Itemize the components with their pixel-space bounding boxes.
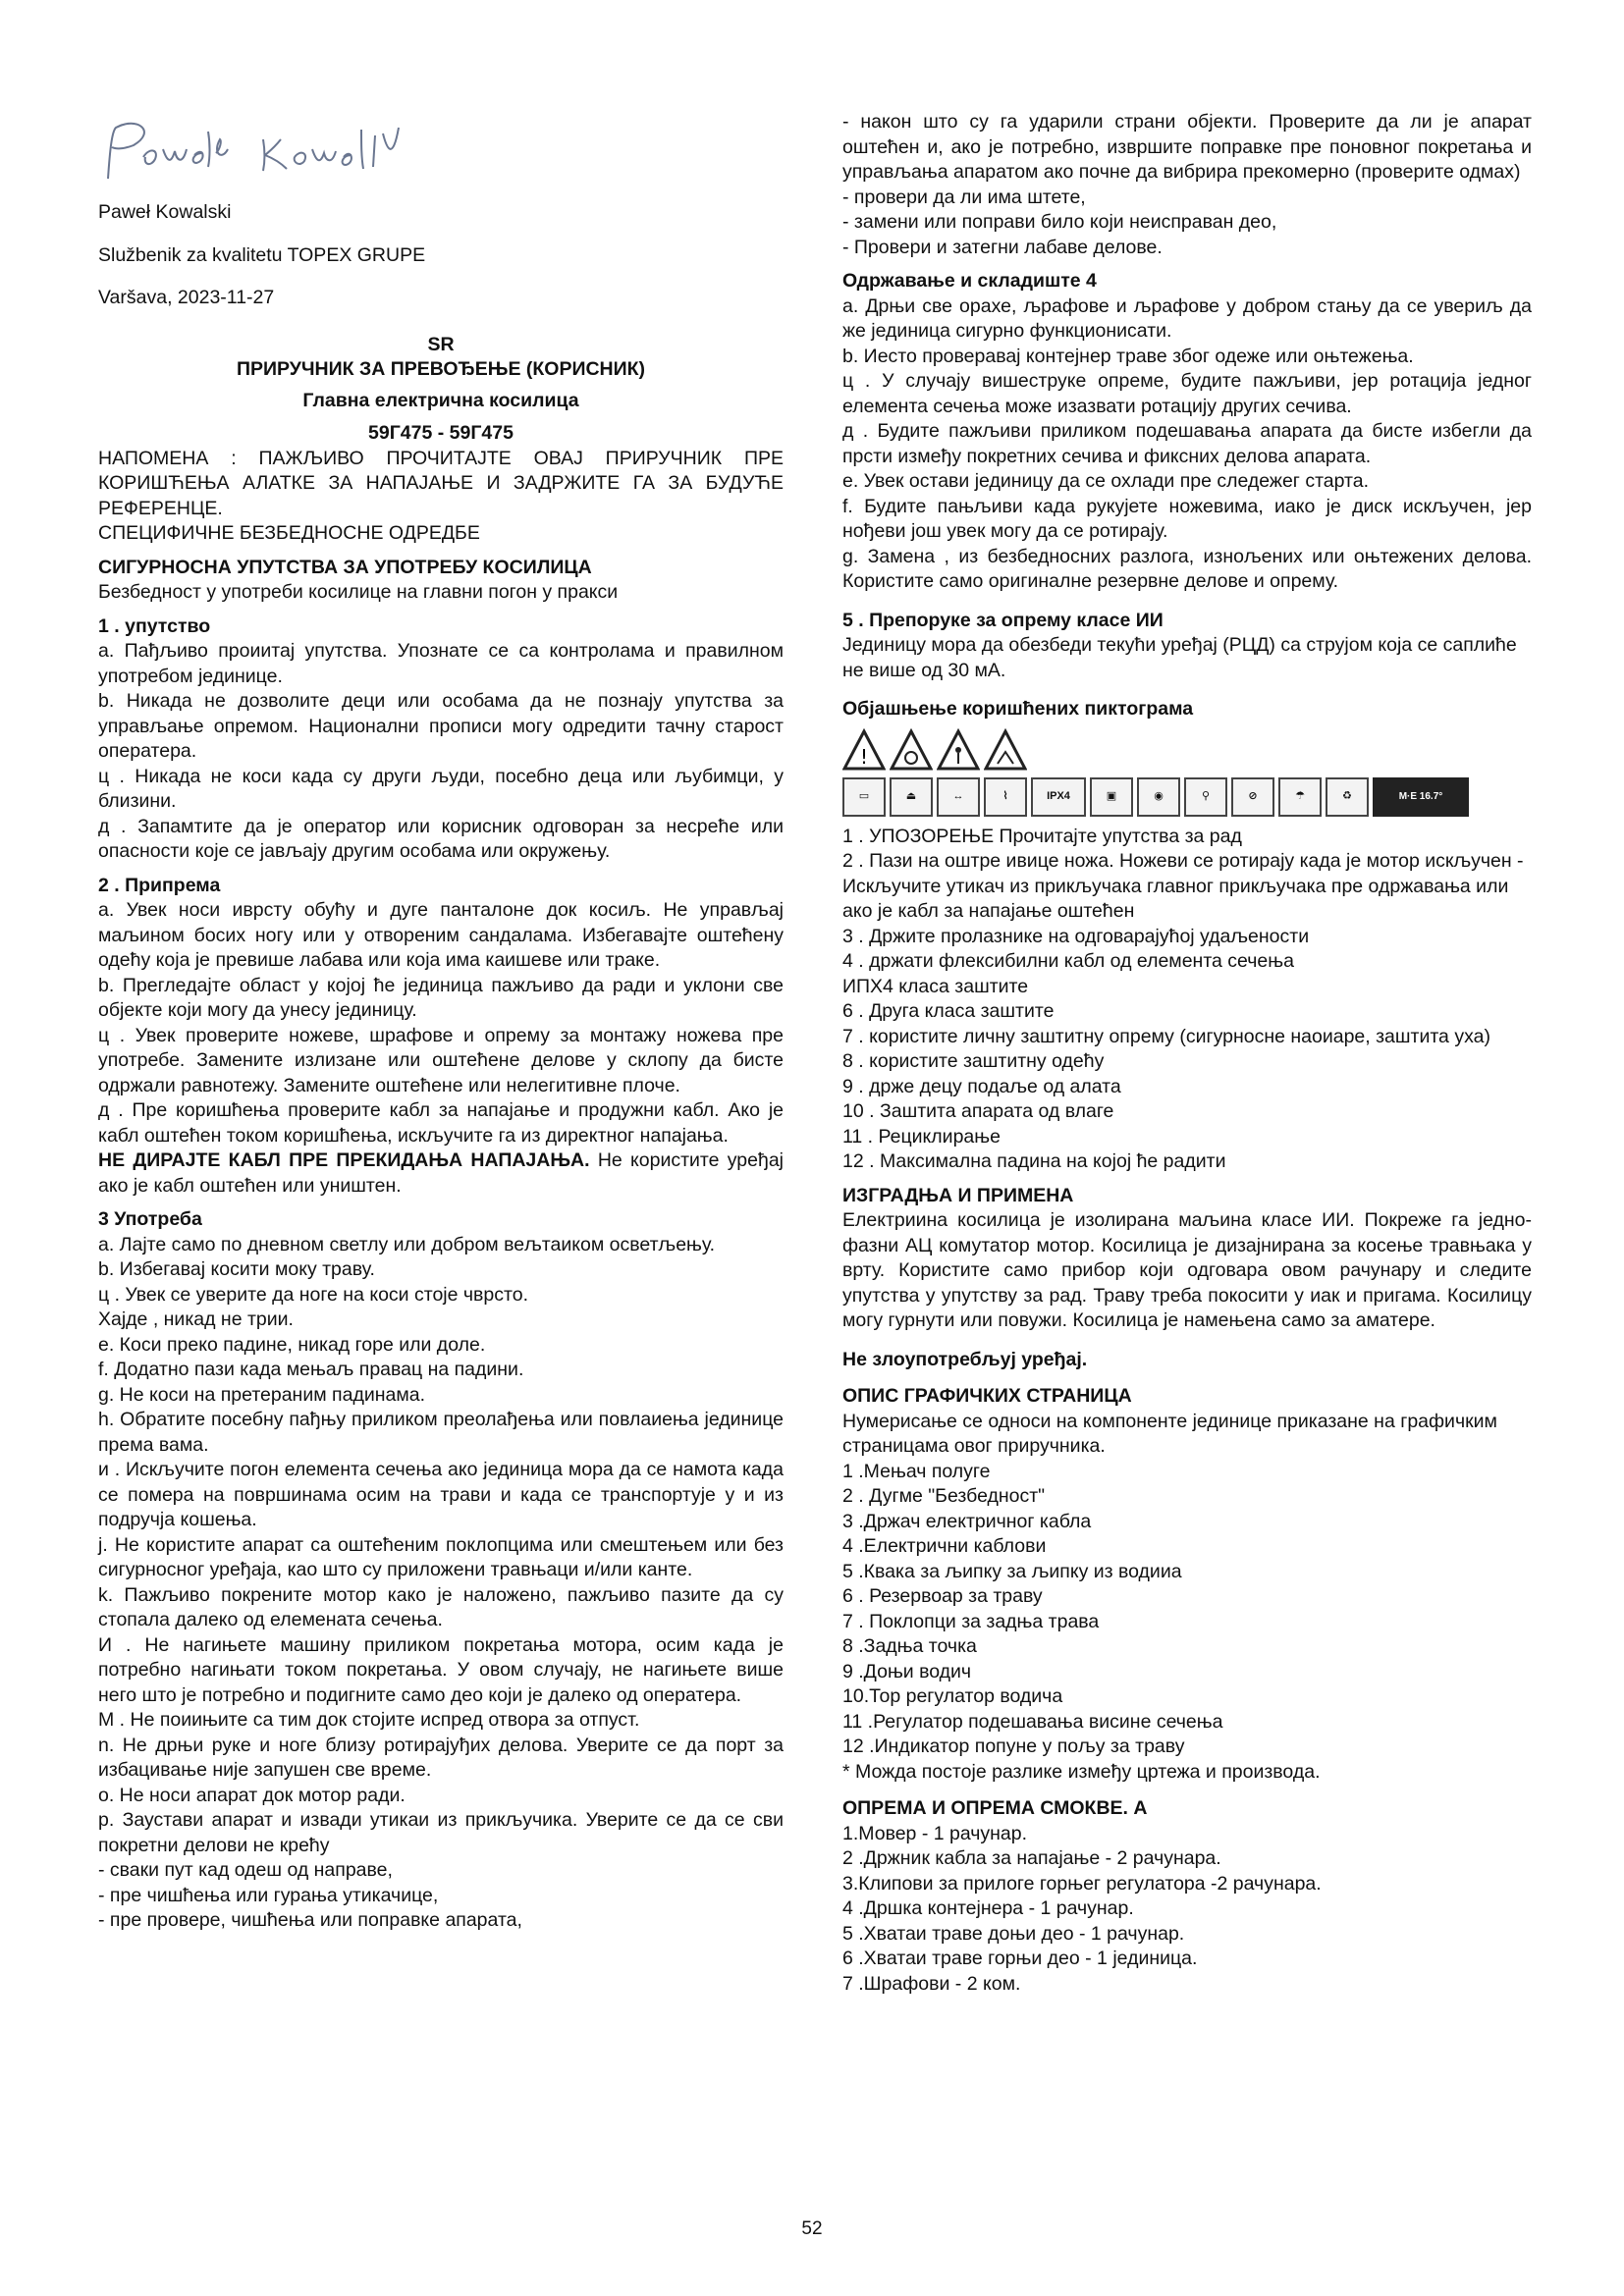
section-4-title: Одржавање и складиште 4 <box>842 270 1097 292</box>
cable-warning-bold: НЕ ДИРАЈТЕ КАБЛ ПРЕ ПРЕКИДАЊА НАПАЈАЊА. <box>98 1149 590 1171</box>
section-2-b: b. Прегледајте област у којој ће јединица пажљиво да ради и уклони све објекте који могу да унесу јединицу. <box>98 974 784 1021</box>
list-item: а. Дрњи све орахе, љрафове и љрафове у добром стању да се увериљ да же јединица сигурно функционисати. <box>842 294 1532 342</box>
list-item: h. Обратите посебну пађњу приликом преолађења или повлаиења јединице према вама. <box>98 1409 784 1456</box>
place-date: Varšava, 2023-11-27 <box>98 287 275 308</box>
recycling-icon: ♻ <box>1326 777 1369 817</box>
list-item: 1.Мовер - 1 рачунар. <box>842 1822 1028 1844</box>
section-3-list <box>98 1233 784 1934</box>
section-3-title: 3 Употреба <box>98 1208 202 1230</box>
pictogram-row-bottom <box>842 777 1532 817</box>
list-item: 4 .Дршка контејнера - 1 рачунар. <box>842 1897 1134 1919</box>
list-item: g. Замена , из безбедносних разлога, изнољених или оњтежених делова. Користите само оригиналне резервне делове и опрему. <box>842 545 1532 592</box>
signer-name: Paweł Kowalski <box>98 201 232 223</box>
section-2-warning <box>98 1148 784 1199</box>
list-item: 4 .Електрични каблови <box>842 1535 1047 1557</box>
specific-rules: СПЕЦИФИЧНЕ БЕЗБЕДНОСНЕ ОДРЕДБЕ <box>98 522 480 544</box>
list-item: - Провери и затегни лабаве делове. <box>842 236 1163 258</box>
list-item: 12 . Максимална падина на којој ће радити <box>842 1150 1226 1172</box>
list-item: 10.Тор регулатор водича <box>842 1685 1063 1707</box>
pictogram-legend-list <box>842 825 1532 1175</box>
children-away-icon: ⊘ <box>1231 777 1274 817</box>
list-item: g. Не коси на претераним падинама. <box>98 1383 426 1406</box>
blade-hazard-icon <box>890 728 933 772</box>
list-item: ИПХ4 класа заштите <box>842 975 1029 997</box>
manual-title: ПРИРУЧНИК ЗА ПРЕВОЂЕЊЕ (КОРИСНИК) <box>236 358 646 380</box>
distance-icon: ↔ <box>937 777 980 817</box>
page-number: 52 <box>801 2218 823 2239</box>
section-4-list <box>842 294 1532 595</box>
construction-title: ИЗГРАДЊА И ПРИМЕНА <box>842 1184 1074 1206</box>
goggles-ear-icon: ◉ <box>1137 777 1180 817</box>
list-item: 7 . користите личну заштитну опрему (сигурносне наоиаре, заштита уха) <box>842 1025 1490 1047</box>
list-item: 3.Клипови за прилоге горњег регулатора -2 рачунара. <box>842 1872 1322 1895</box>
list-item: - замени или поправи било који неисправан део, <box>842 211 1277 233</box>
list-item: j. Не користите апарат са оштећеним поклопцима или смештењем или без сигурносног уређаја, као што су приложени травњаци и/или канте. <box>98 1533 784 1580</box>
section-2-title: 2 . Припрема <box>98 874 221 896</box>
list-item: Хајде , никад не трии. <box>98 1308 294 1330</box>
list-item: р. Заустави апарат и извади утикаи из прикључика. Уверите се да се сви покретни делови не крећу <box>98 1809 784 1856</box>
list-item: 5 .Квака за љипку за љипку из водииа <box>842 1560 1182 1582</box>
list-item: b. Иесто проверавај контејнер траве због одеже или оњтежења. <box>842 345 1414 367</box>
list-item: 7 . Поклопци за задња трава <box>842 1610 1100 1632</box>
list-item: 8 . користите заштитну одећу <box>842 1050 1105 1072</box>
bystander-hazard-icon <box>937 728 980 772</box>
cable-warning-rest: Не користите уређај ако је кабл оштећен или уништен. <box>98 1149 784 1197</box>
moisture-icon: ☂ <box>1278 777 1322 817</box>
list-item: 9 . држе децу подаље од алата <box>842 1075 1121 1097</box>
reading-note: НАПОМЕНА : ПАЖЉИВО ПРОЧИТАЈТЕ ОВАЈ ПРИРУЧНИК ПРЕ КОРИШЋЕЊА АЛАТКЕ ЗА НАПАЈАЊЕ И ЗАДРЖИТЕ ГА ЗА БУДУЋЕ РЕФЕРЕНЦЕ. <box>98 447 784 519</box>
pictogram-strip <box>842 728 1532 817</box>
list-item: 6 .Хватаи траве горњи део - 1 јединица. <box>842 1948 1198 1969</box>
list-item: 1 .Мењач полуге <box>842 1460 991 1482</box>
model-number: 59Г475 - 59Г475 <box>368 422 514 444</box>
list-item: 2 . Пази на оштре ивице ножа. Ножеви се ротирају када је мотор искључен - Искључите утикач из прикључака главног прикључака пре одржавања или ако је кабл за напајање оштећен <box>842 850 1524 922</box>
section-2-c: ц . Увек проверите ножеве, шрафове и опрему за монтажу ножева пре употребе. Замените излизане или оштећене делове у склопу да бисте одржали равнотежу. Замените оштећене или нелегитивне плоче. <box>98 1024 784 1096</box>
equipment-title: ОПРЕМА И ОПРЕМА СМОКВЕ. А <box>842 1797 1148 1819</box>
list-item: 2 .Држник кабла за напајање - 2 рачунара. <box>842 1847 1221 1869</box>
list-item: 8 .Задња точка <box>842 1635 977 1657</box>
section-1-d: д . Запамтите да је оператор или корисник одговоран за несреће или опасности које се јављају другим особама или окружењу. <box>98 815 784 862</box>
usage-continued-list <box>842 110 1532 260</box>
construction-text: Електриина косилица је изолирана маљина класе ИИ. Покреже га једно-фазни АЦ комутатор мотор. Косилица је дизајнирана за косење травњака у врту. Користите само прибор који одговара овом рачунару и следите упутства у упутству за рад. Траву треба покосити у иак и пригама. Косилицу могу гурнути или повужи. Косилица је намењена само за аматере. <box>842 1209 1532 1331</box>
list-item: n. Не дрњи руке и ноге близу ротирајуђих делова. Уверите се да порт за избацивање није запушен све време. <box>98 1734 784 1781</box>
list-item: 10 . Заштита апарата од влаге <box>842 1100 1114 1122</box>
pictograms-title: Објашњење коришћених пиктограма <box>842 698 1194 720</box>
list-item: о. Не носи апарат док мотор ради. <box>98 1784 406 1806</box>
graphic-pages-title: ОПИС ГРАФИЧКИХ СТРАНИЦА <box>842 1385 1132 1407</box>
language-code: SR <box>427 333 455 355</box>
product-name: Главна електрична косилица <box>302 389 579 411</box>
list-item: е. Увек остави јединицу да се охлади пре следежег старта. <box>842 470 1370 492</box>
left-column <box>98 110 784 1934</box>
signer-title: Službenik za kvalitetu TOPEX GRUPE <box>98 243 426 266</box>
manual-book-icon: ▭ <box>842 777 886 817</box>
list-item: 3 .Држач електричног кабла <box>842 1510 1092 1532</box>
list-item: 6 . Резервоар за траву <box>842 1585 1043 1607</box>
list-item: ц . Увек се уверите да ноге на коси стоје чврсто. <box>98 1283 528 1306</box>
section-5-title: 5 . Препоруке за опрему класе ИИ <box>842 609 1164 631</box>
list-item: - сваки пут кад одеш од направе, <box>98 1859 393 1881</box>
section-1-a: a. Пађљиво проиитај упутства. Упознате се са контролама и правилном употребом јединице. <box>98 640 784 687</box>
list-item: - провери да ли има штете, <box>842 186 1086 208</box>
list-item: И . Не нагињете машину приликом покретања мотора, осим када је потребно нагињати током покретања. У овом случају, не нагињете више него што је потребно и подигните само део који је далеко од оператера. <box>98 1633 784 1706</box>
list-item: 7 .Шрафови - 2 ком. <box>842 1972 1021 1995</box>
list-item: 11 . Рециклирање <box>842 1125 1001 1148</box>
signature-image <box>98 110 784 200</box>
list-item: 4 . држати флексибилни кабл од елемента сечења <box>842 950 1294 972</box>
list-item: - након што су га ударили страни објекти. Проверите да ли је апарат оштећен и, ако је потребно, извршите поправке пре поновног покретања и управљања апаратом ако почне да вибрира прекомерно (проверите одмах) <box>842 111 1532 183</box>
list-item: k. Пажљиво покрените мотор како је наложено, пажљиво пазите да су стопала далеко од елемената сечења. <box>98 1583 784 1630</box>
list-item: е. Коси преко падине, никад горе или доле. <box>98 1333 486 1356</box>
pictogram-row-top <box>842 728 1532 772</box>
list-item: 6 . Друга класа заштите <box>842 1000 1055 1022</box>
section-5-text: Јединицу мора да обезбеди текући уређај (РЦД) са струјом која се саплиће не више од 30 мА. <box>842 634 1517 681</box>
list-item: - пре провере, чишћења или поправке апарата, <box>98 1909 522 1931</box>
max-slope-icon: M·E 16.7° <box>1373 777 1469 817</box>
unplug-icon: ⏏ <box>890 777 933 817</box>
svg-text:!: ! <box>859 744 869 769</box>
right-column <box>842 110 1532 1997</box>
list-item: и . Искључите погон елемента сечења ако јединица мора да се намота када се помера на површинама осим на трави и када се транспортује у и из подручја кошења. <box>98 1459 784 1530</box>
section-1-title: 1 . упутство <box>98 614 211 637</box>
section-2-d: д . Пре коришћења проверите кабл за напајање и продужни кабл. Ако је кабл оштећен током коришћења, искључите га из директног напајања. <box>98 1099 784 1147</box>
section-1-b: b. Никада не дозволите деци или особама да не познају упутства за управљање опремом. Национални прописи могу одредити тачну старост оператера. <box>98 690 784 762</box>
list-item: 1 . УПОЗОРЕЊЕ Прочитајте упутства за рад <box>842 825 1242 847</box>
misuse-warning: Не злоупотребљуј уређај. <box>842 1348 1088 1370</box>
list-item: 2 . Дугме "Безбедност" <box>842 1485 1046 1507</box>
list-item: 12 .Индикатор попуне у пољу за траву <box>842 1735 1185 1757</box>
signature-scribble <box>98 110 471 200</box>
list-item: - пре чишћења или гурања утикачице, <box>98 1884 439 1906</box>
equipment-list <box>842 1822 1532 1998</box>
cable-hazard-icon <box>984 728 1027 772</box>
safety-subtitle: Безбедност у употреби косилице на главни погон у пракси <box>98 581 619 603</box>
list-item: М . Не поиињите са тим док стојите испред отвора за отпуст. <box>98 1709 640 1731</box>
section-1-c: ц . Никада не коси када су други људи, посебно деца или љубимци, у близини. <box>98 765 784 812</box>
list-item: 5 .Хватаи траве доњи део - 1 рачунар. <box>842 1922 1185 1945</box>
warning-triangle-icon <box>842 728 886 772</box>
cable-keep-away-icon: ⌇ <box>984 777 1027 817</box>
list-item: b. Избегавај косити моку траву. <box>98 1258 375 1280</box>
class-ii-icon: ▣ <box>1090 777 1133 817</box>
list-item: f. Будите пањљиви када рукујете ножевима, иако је диск искључен, јер нођеви још увек могу да се ротирају. <box>842 495 1532 542</box>
list-item: д . Будите пажљиви приликом подешавања апарата да бисте избегли да прсти између покретних сечива и фиксних делова апарата. <box>842 420 1532 467</box>
list-item: * Можда постоје разлике између цртежа и производа. <box>842 1760 1321 1783</box>
list-item: а. Лајте само по дневном светлу или добром вељтаиком осветљењу. <box>98 1233 716 1255</box>
graphic-pages-intro: Нумерисање се односи на компоненте јединице приказане на графичким страницама овог приручника. <box>842 1410 1497 1457</box>
ipx4-icon: IPX4 <box>1031 777 1086 817</box>
list-item: 3 . Држите пролазнике на одговарајућој удаљености <box>842 925 1310 947</box>
section-2-a: a. Увек носи иврсту обућу и дуге панталоне док косиљ. Не управљај маљином босих ногу или у отвореним сандалама. Избегавајте оштећену одећу која је превише лабава или која има каишеве или траке. <box>98 899 784 971</box>
safety-title: СИГУРНОСНА УПУТСТВА ЗА УПОТРЕБУ КОСИЛИЦА <box>98 556 592 578</box>
list-item: f. Додатно пази када мењаљ правац на падини. <box>98 1359 524 1380</box>
list-item: 9 .Доњи водич <box>842 1660 972 1682</box>
graphic-parts-list <box>842 1460 1532 1786</box>
list-item: 11 .Регулатор подешавања висине сечења <box>842 1710 1223 1733</box>
list-item: ц . У случају вишеструке опреме, будите пажљиви, јер ротација једног елемента сечења може изазвати ротацију других сечива. <box>842 370 1532 417</box>
protective-clothing-icon: ⚲ <box>1184 777 1227 817</box>
